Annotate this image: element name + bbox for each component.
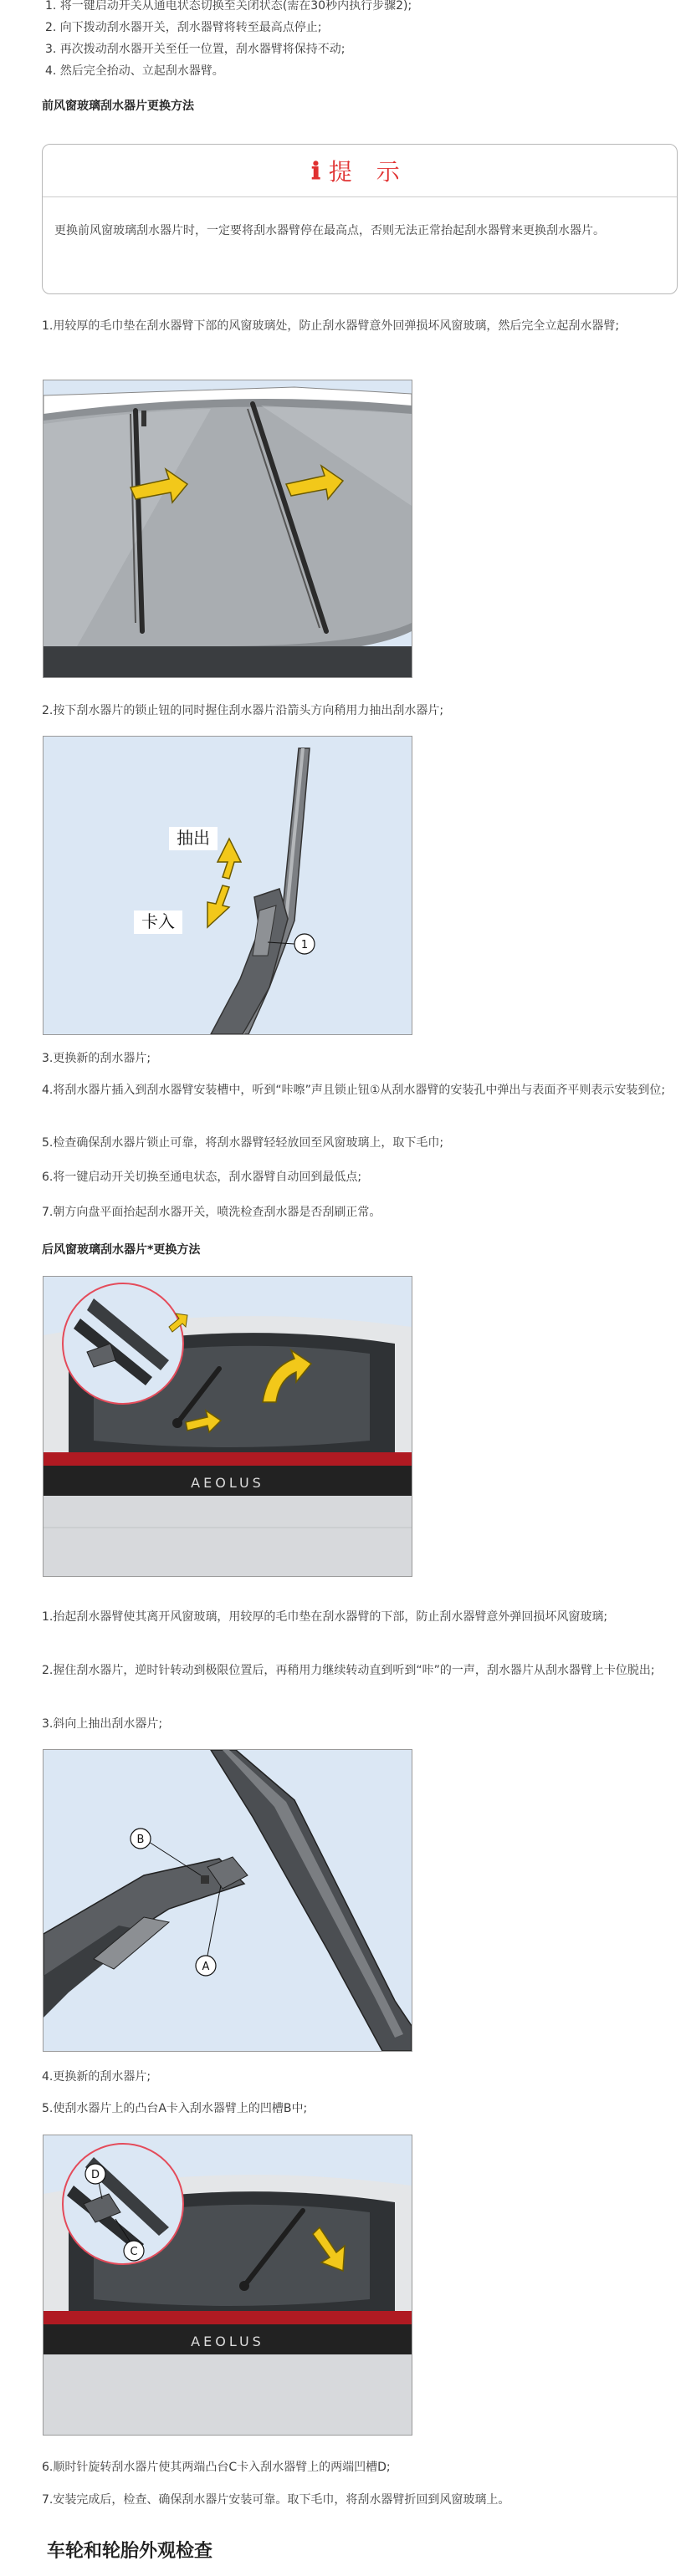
blade-detail-ab bbox=[44, 1750, 412, 2051]
front-wiper-figure-2 bbox=[43, 736, 412, 1035]
brand-logo-text: AEOLUS bbox=[191, 2334, 264, 2349]
rear-wiper-figure-2 bbox=[43, 1749, 412, 2052]
notice-body: 更换前风窗玻璃刮水器片时，一定要将刮水器臂停在最高点，否则无法正常抬起刮水器臂来更换刮水器片。 bbox=[54, 224, 605, 237]
rear-wiper-figure-1 bbox=[43, 1276, 412, 1577]
windshield-illustration bbox=[44, 380, 412, 677]
rear-step-2: 2.握住刮水器片，逆时针转动到极限位置后，再稍用力继续转动直到听到“咔”的一声，刮水器片从刮水器臂上卡位脱出; bbox=[42, 1664, 655, 1677]
callout-c: C bbox=[130, 2246, 138, 2258]
notice-title: 提 示 bbox=[328, 158, 408, 186]
front-step-7: 7.朝方向盘平面抬起刮水器开关，喷洗检查刮水器是否刮刷正常。 bbox=[42, 1206, 381, 1219]
callout-a: A bbox=[202, 1961, 210, 1973]
front-step-2: 2.按下刮水器片的锁止钮的同时握住刮水器片沿箭头方向稍用力抽出刮水器片; bbox=[42, 704, 444, 717]
rear-step-3: 3.斜向上抽出刮水器片; bbox=[42, 1717, 163, 1731]
front-wiper-figure-1 bbox=[43, 380, 412, 678]
info-icon: ℹ bbox=[311, 156, 320, 185]
tire-check-heading: 车轮和轮胎外观检查 bbox=[47, 2541, 213, 2562]
rear-step-7: 7.安装完成后，检查、确保刮水器片安装可靠。取下毛巾，将刮水器臂折回到风窗玻璃上。 bbox=[42, 2493, 510, 2507]
list-item: 2. 向下拨动刮水器开关，刮水器臂将转至最高点停止; bbox=[45, 21, 322, 34]
front-step-5: 5.检查确保刮水器片锁止可靠，将刮水器臂轻轻放回至风窗玻璃上，取下毛巾; bbox=[42, 1136, 444, 1150]
callout-b: B bbox=[136, 1834, 145, 1846]
notice-header bbox=[43, 145, 677, 197]
list-item: 4. 然后完全抬动、立起刮水器臂。 bbox=[45, 64, 224, 78]
front-step-6: 6.将一键启动开关切换至通电状态，刮水器臂自动回到最低点; bbox=[42, 1171, 362, 1184]
callout-d: D bbox=[90, 2169, 100, 2181]
blade-detail-cd bbox=[44, 2135, 412, 2435]
brand-logo-text: AEOLUS bbox=[191, 1475, 264, 1491]
insert-label: 卡入 bbox=[141, 911, 175, 931]
front-step-3: 3.更换新的刮水器片; bbox=[42, 1052, 151, 1065]
rear-wiper-figure-3 bbox=[43, 2135, 412, 2436]
rear-step-4: 4.更换新的刮水器片; bbox=[42, 2070, 151, 2084]
list-item: 1. 将一键启动开关从通电状态切换至关闭状态(需在30秒内执行步骤2); bbox=[45, 0, 412, 13]
rear-step-6: 6.顺时针旋转刮水器片使其两端凸台C卡入刮水器臂上的两端凹槽D; bbox=[42, 2461, 391, 2474]
rear-step-1: 1.抬起刮水器臂使其离开风窗玻璃，用较厚的毛巾垫在刮水器臂的下部，防止刮水器臂意外弹回损坏风窗玻璃; bbox=[42, 1610, 608, 1624]
blade-removal-illustration bbox=[44, 737, 412, 1034]
instruction-list bbox=[45, 0, 412, 82]
rear-step-5: 5.使刮水器片上的凸台A卡入刮水器臂上的凹槽B中; bbox=[42, 2102, 308, 2115]
rear-wiper-heading: 后风窗玻璃刮水器片*更换方法 bbox=[42, 1243, 201, 1257]
callout-1: 1 bbox=[300, 939, 309, 951]
front-wiper-heading: 前风窗玻璃刮水器片更换方法 bbox=[42, 99, 194, 113]
front-step-1: 1.用较厚的毛巾垫在刮水器臂下部的风窗玻璃处，防止刮水器臂意外回弹损坏风窗玻璃，然后完全立起刮水器臂; bbox=[42, 319, 620, 333]
front-step-4: 4.将刮水器片插入到刮水器臂安装槽中，听到“咔嚓”声且锁止钮①从刮水器臂的安装孔中弹出与表面齐平则表示安装到位; bbox=[42, 1084, 666, 1097]
list-item: 3. 再次拨动刮水器开关至任一位置，刮水器臂将保持不动; bbox=[45, 43, 346, 56]
pull-label: 抽出 bbox=[177, 828, 210, 848]
rear-window-illustration bbox=[44, 1277, 412, 1576]
notice-box bbox=[42, 144, 678, 294]
